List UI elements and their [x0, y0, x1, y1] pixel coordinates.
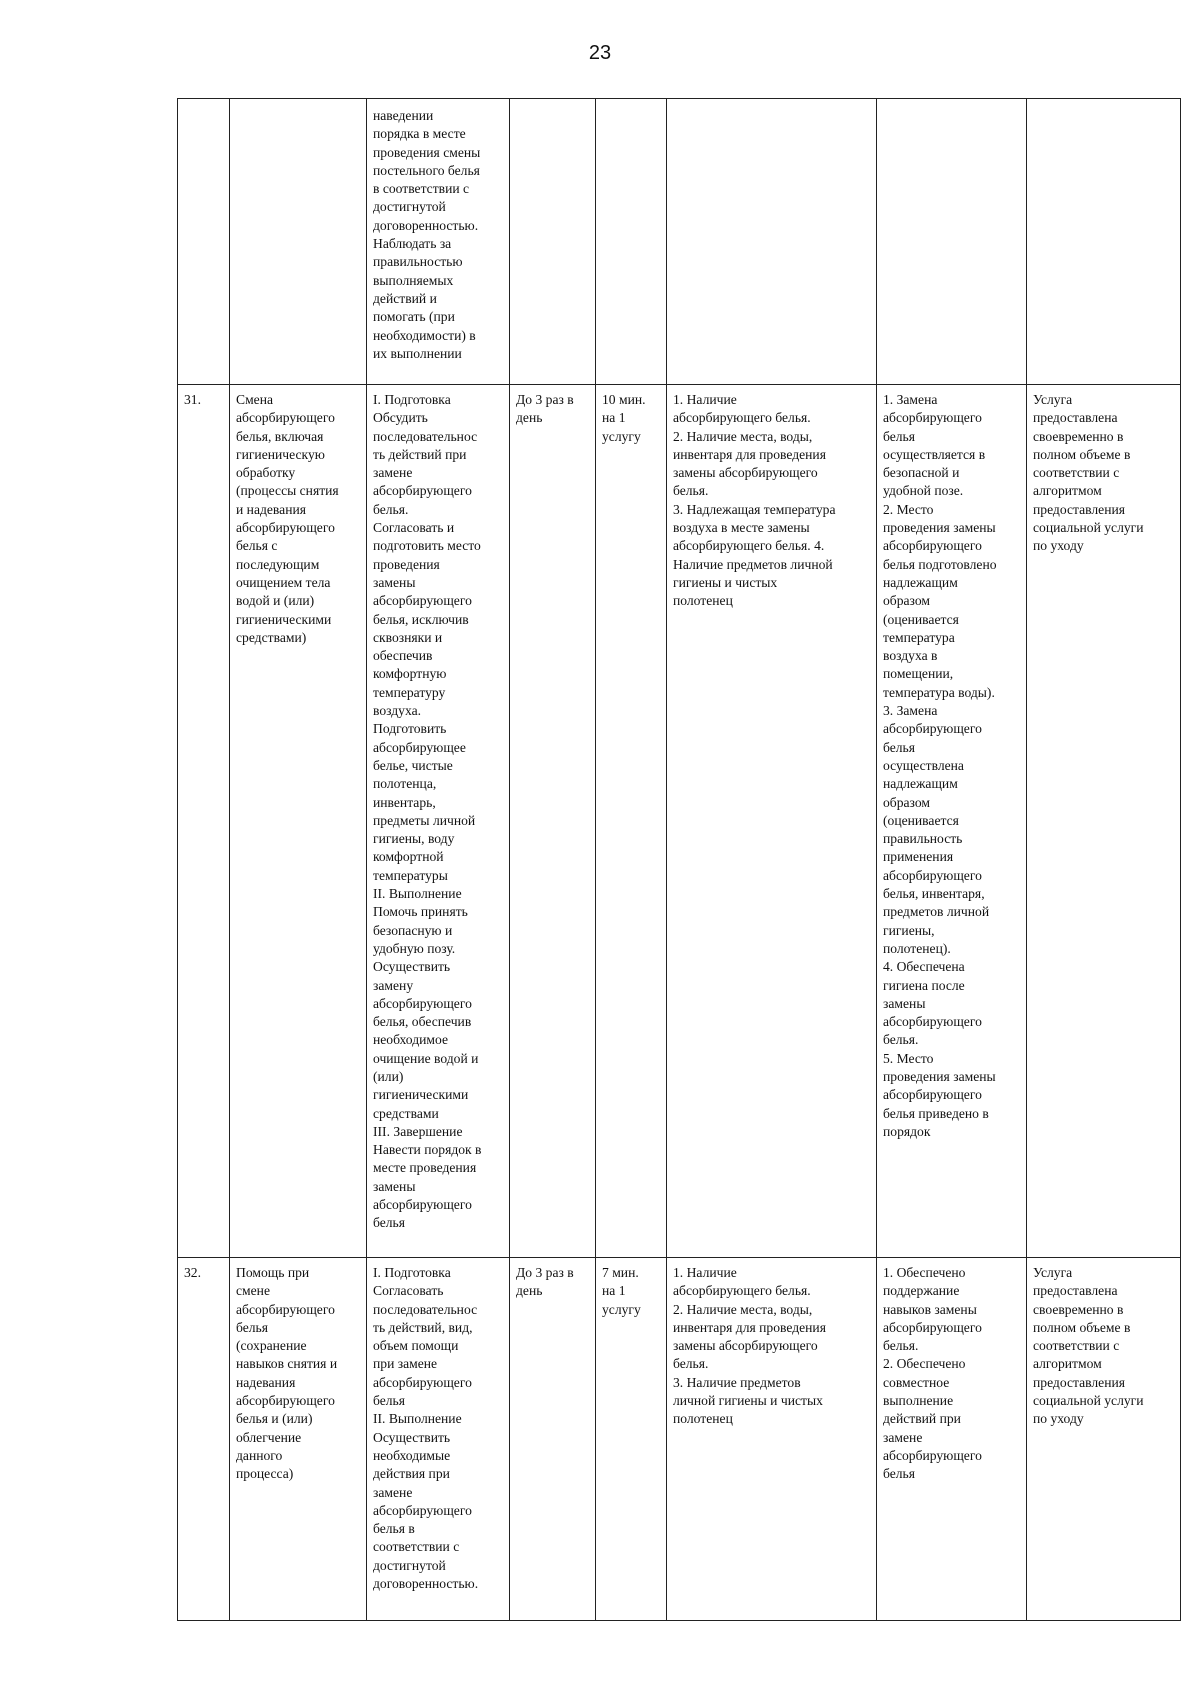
- cell-procedure: наведении порядка в месте проведения смены постельного белья в соответствии с достигнутой договоренностью. Наблюдать за правильностью выполняемых действий и помогать (при необходимости) в их выполнении: [367, 99, 510, 385]
- cell-quality: [877, 99, 1027, 385]
- cell-frequency: До 3 раз в день: [510, 1258, 596, 1621]
- cell-result: Услуга предоставлена своевременно в полном объеме в соответствии с алгоритмом предоставления социальной услуги по уходу: [1027, 385, 1181, 1258]
- cell-frequency: До 3 раз в день: [510, 385, 596, 1258]
- cell-service-name: [230, 99, 367, 385]
- cell-number: 32.: [178, 1258, 230, 1621]
- table-row: [178, 99, 1181, 385]
- cell-conditions: [667, 99, 877, 385]
- cell-service-name: Смена абсорбирующего белья, включая гигиеническую обработку (процессы снятия и надевания абсорбирующего белья с последующим очищением тела водой и (или) гигиеническими средствами): [230, 385, 367, 1258]
- services-table: [177, 98, 1181, 1621]
- table-row: [178, 385, 1181, 1258]
- cell-frequency: [510, 99, 596, 385]
- cell-quality: 1. Замена абсорбирующего белья осуществляется в безопасной и удобной позе. 2. Место проведения замены абсорбирующего белья подготовлено надлежащим образом (оценивается температура воздуха в помещении, температура воды). 3. Замена абсорбирующего белья осуществлена надлежащим образом (оценивается правильность применения абсорбирующего белья, инвентаря, предметов личной гигиены, полотенец). 4. Обеспечена гигиена после замены абсорбирующего белья. 5. Место проведения замены абсорбирующего белья приведено в порядок: [877, 385, 1027, 1258]
- table-row: [178, 1258, 1181, 1621]
- cell-conditions: 1. Наличие абсорбирующего белья. 2. Наличие места, воды, инвентаря для проведения замены абсорбирующего белья. 3. Надлежащая температура воздуха в месте замены абсорбирующего белья. 4. Наличие предметов личной гигиены и чистых полотенец: [667, 385, 877, 1258]
- cell-number: [178, 99, 230, 385]
- cell-quality: 1. Обеспечено поддержание навыков замены абсорбирующего белья. 2. Обеспечено совместное выполнение действий при замене абсорбирующего белья: [877, 1258, 1027, 1621]
- page-number: 23: [588, 42, 612, 64]
- cell-procedure: I. Подготовка Согласовать последовательнос ть действий, вид, объем помощи при замене абсорбирующего белья II. Выполнение Осуществить необходимые действия при замене абсорбирующего белья в соответствии с достигнутой договоренностью.: [367, 1258, 510, 1621]
- cell-conditions: 1. Наличие абсорбирующего белья. 2. Наличие места, воды, инвентаря для проведения замены абсорбирующего белья. 3. Наличие предметов личной гигиены и чистых полотенец: [667, 1258, 877, 1621]
- cell-result: [1027, 99, 1181, 385]
- cell-procedure: I. Подготовка Обсудить последовательнос ть действий при замене абсорбирующего белья. Согласовать и подготовить место проведения замены абсорбирующего белья, исключив сквозняки и обеспечив комфортную температуру воздуха. Подготовить абсорбирующее белье, чистые полотенца, инвентарь, предметы личной гигиены, воду комфортной температуры II. Выполнение Помочь принять безопасную и удобную позу. Осуществить замену абсорбирующего белья, обеспечив необходимое очищение водой и (или) гигиеническими средствами III. Завершение Навести порядок в месте проведения замены абсорбирующего белья: [367, 385, 510, 1258]
- cell-result: Услуга предоставлена своевременно в полном объеме в соответствии с алгоритмом предоставления социальной услуги по уходу: [1027, 1258, 1181, 1621]
- cell-duration: [596, 99, 667, 385]
- cell-number: 31.: [178, 385, 230, 1258]
- cell-duration: 10 мин. на 1 услугу: [596, 385, 667, 1258]
- cell-duration: 7 мин. на 1 услугу: [596, 1258, 667, 1621]
- cell-service-name: Помощь при смене абсорбирующего белья (сохранение навыков снятия и надевания абсорбирующего белья и (или) облегчение данного процесса): [230, 1258, 367, 1621]
